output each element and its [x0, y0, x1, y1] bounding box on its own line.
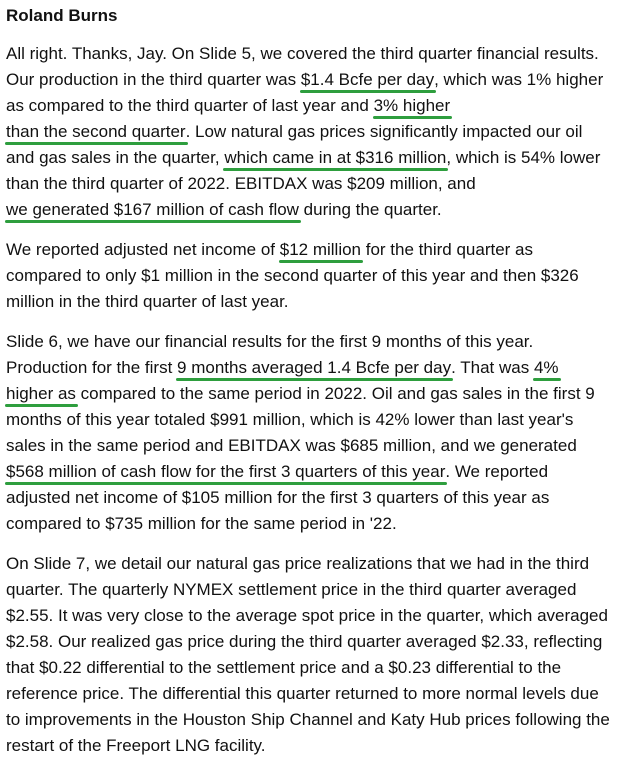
highlighted-phrase: $12 million — [279, 240, 362, 259]
paragraph-text: , which is 54% lower than the third quarter of 2022. EBITDAX was $209 million, and — [6, 148, 601, 193]
highlighted-phrase: we generated $167 million of cash flow — [6, 200, 299, 219]
paragraph-slide-5 — [6, 41, 612, 223]
paragraph-text: Slide 6, we have our financial results for the first 9 months of this year. Production for the first — [6, 332, 534, 377]
paragraph-text: for the third quarter as compared to only $1 million in the second quarter of this year and then $326 million in the third quarter of last year. — [6, 240, 579, 311]
highlighted-phrase: 3% higher — [373, 96, 451, 115]
highlighted-phrase: $1.4 Bcfe per day — [300, 70, 435, 89]
paragraph-text: . Low natural gas prices significantly impacted our oil and gas sales in the quarter, — [6, 122, 583, 167]
paragraph-text: , which was 1% higher as compared to the third quarter of last year and — [6, 70, 604, 115]
paragraph-slide-6 — [6, 329, 612, 537]
highlighted-phrase: $568 million of cash flow for the first 3 quarters of this year — [6, 462, 446, 481]
highlighted-phrase: 4% — [533, 358, 559, 377]
paragraph-text: . That was — [451, 358, 534, 377]
highlighted-phrase: which came in at $316 million — [224, 148, 447, 167]
speaker-name: Roland Burns — [6, 6, 118, 25]
paragraph-text: We reported adjusted net income of — [6, 240, 280, 259]
highlighted-phrase: than the second quarter — [6, 122, 186, 141]
paragraph-text: during the quarter. — [298, 200, 442, 219]
paragraph-text: compared to the same period in 2022. Oil and gas sales in the first 9 months of this year totaled $991 million, which is 42% lower than last year's sales in the same period and EBITDAX was $685 million, and we generated — [6, 384, 595, 455]
paragraph-text: . We reported adjusted net income of $105 million for the first 3 quarters of this year as compared to $735 million for the same period in '22. — [6, 462, 550, 533]
paragraph-text: All right. Thanks, Jay. On Slide 5, we covered the third quarter financial results. Our production in the third quarter was — [6, 44, 599, 89]
paragraph-slide-7 — [6, 551, 612, 759]
paragraph-adjusted-net-income — [6, 237, 612, 315]
highlighted-phrase: 9 months averaged 1.4 Bcfe per day — [177, 358, 452, 377]
paragraph-text: On Slide 7, we detail our natural gas price realizations that we had in the third quarter. The quarterly NYMEX settlement price in the third quarter averaged $2.55. It was very close to the average spot price in the quarter, which averaged $2.58. Our realized gas price during the third quarter averaged $2.33, reflecting that $0.22 differential to the settlement price and a $0.23 differential to the reference price. The differential this quarter returned to more normal levels due to improvements in the Houston Ship Channel and Katy Hub prices following the restart of the Freeport LNG facility. — [6, 554, 610, 755]
transcript-document — [6, 4, 612, 773]
highlighted-phrase: higher as — [6, 384, 76, 403]
